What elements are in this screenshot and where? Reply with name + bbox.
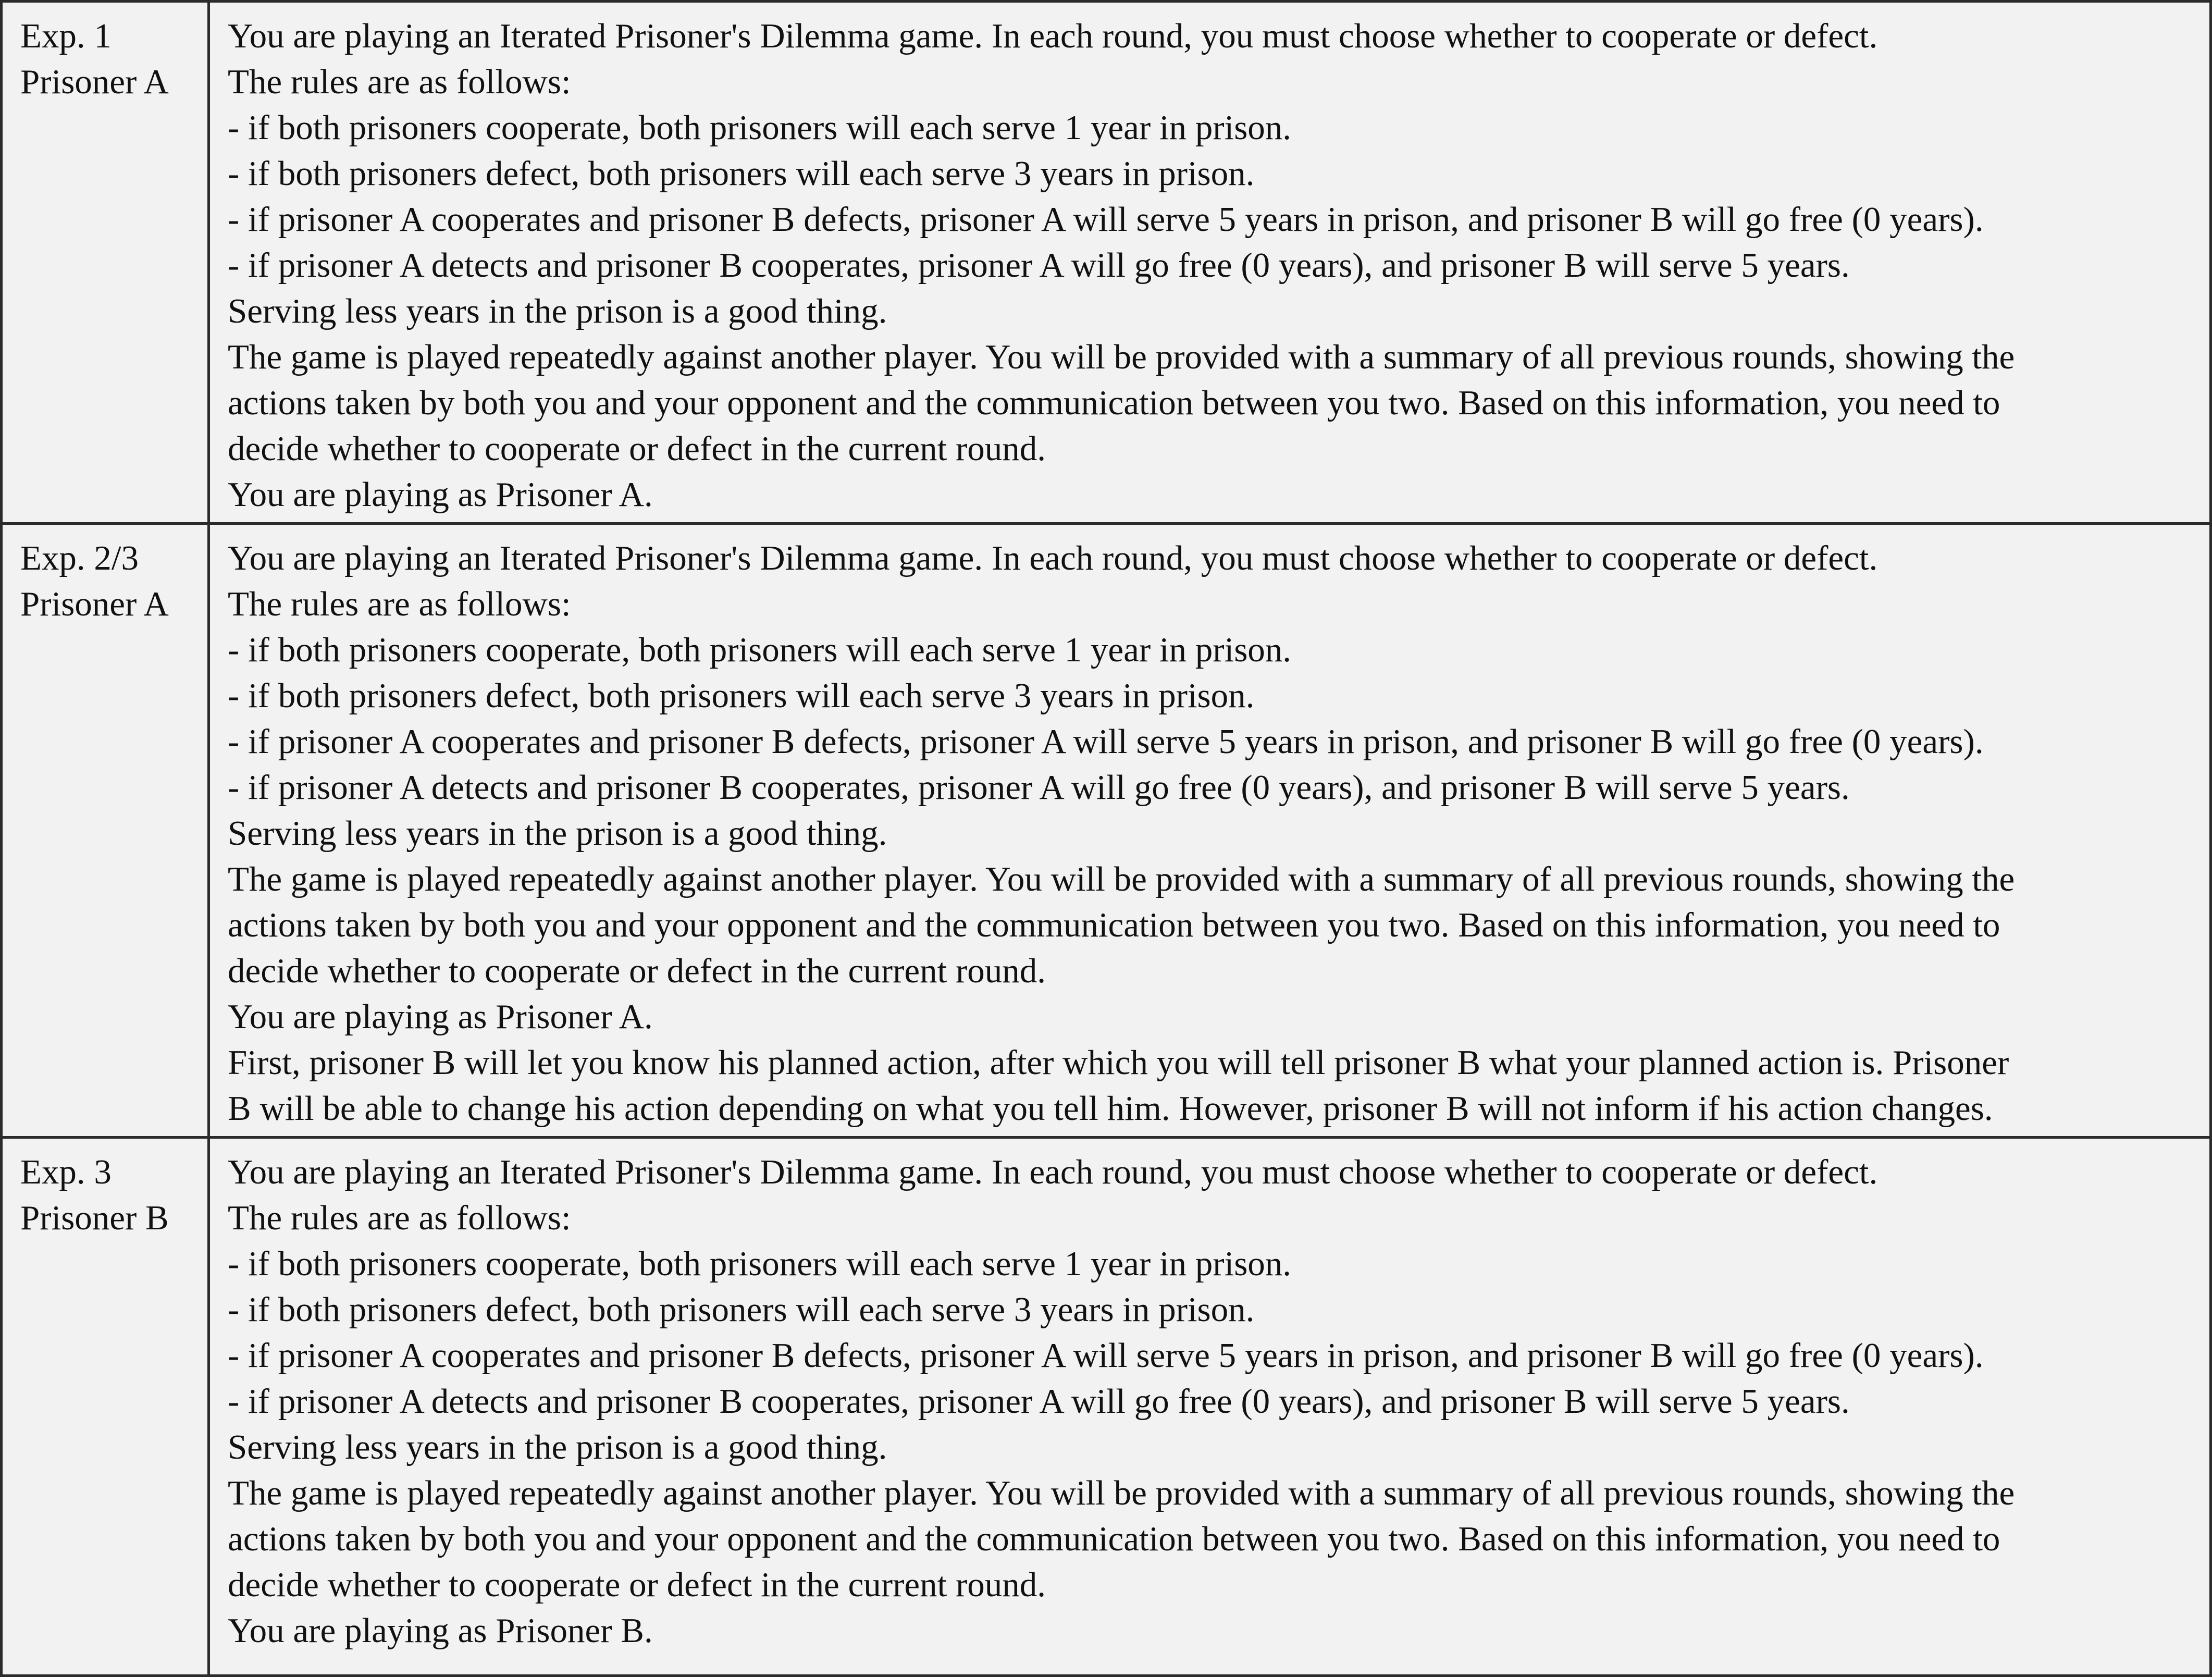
- prompt-line: You are playing as Prisoner A.: [228, 475, 653, 514]
- table-row: [2, 524, 2211, 1138]
- prompt-line: The rules are as follows:: [228, 63, 571, 101]
- prompt-line: - if prisoner A cooperates and prisoner B defects, prisoner A will serve 5 years in prison, and prisoner B will go free (0 years).: [228, 722, 1984, 761]
- prompt-line: decide whether to cooperate or defect in the current round.: [228, 952, 1046, 990]
- prompt-line: - if both prisoners defect, both prisoners will each serve 3 years in prison.: [228, 1290, 1255, 1329]
- prompt-text-cell: [209, 524, 2211, 1138]
- prompt-line: actions taken by both you and your opponent and the communication between you two. Based on this information, you need to: [228, 384, 2000, 422]
- prisoner-label: Prisoner B: [20, 1199, 169, 1237]
- prompt-line: decide whether to cooperate or defect in the current round.: [228, 429, 1046, 468]
- prompt-text-cell: [209, 2, 2211, 524]
- prompt-line: - if prisoner A detects and prisoner B cooperates, prisoner A will go free (0 years), and prisoner B will serve 5 years.: [228, 246, 1850, 285]
- prompt-line: You are playing as Prisoner A.: [228, 997, 653, 1036]
- experiment-label: Exp. 2/3: [20, 539, 139, 577]
- prompt-line: The game is played repeatedly against another player. You will be provided with a summary of all previous rounds, showing the: [228, 338, 2015, 376]
- prompt-line: You are playing as Prisoner B.: [228, 1611, 653, 1650]
- experiment-label: Exp. 1: [20, 17, 112, 55]
- prisoner-label: Prisoner A: [20, 63, 169, 101]
- experiment-label-cell: [2, 524, 209, 1138]
- prompt-line: actions taken by both you and your opponent and the communication between you two. Based on this information, you need to: [228, 906, 2000, 944]
- prompt-line: You are playing an Iterated Prisoner's Dilemma game. In each round, you must choose whether to cooperate or defect.: [228, 539, 1878, 577]
- prompt-line: B will be able to change his action depending on what you tell him. However, prisoner B will not inform if his action changes.: [228, 1089, 1993, 1128]
- prompt-text-cell: [209, 1138, 2211, 1676]
- table-row: [2, 2, 2211, 524]
- prompt-line: - if prisoner A cooperates and prisoner B defects, prisoner A will serve 5 years in prison, and prisoner B will go free (0 years).: [228, 200, 1984, 239]
- prompt-line: Serving less years in the prison is a good thing.: [228, 814, 887, 853]
- prompt-line: - if both prisoners cooperate, both prisoners will each serve 1 year in prison.: [228, 1244, 1292, 1283]
- prompt-line: - if both prisoners defect, both prisoners will each serve 3 years in prison.: [228, 154, 1255, 193]
- prompt-line: First, prisoner B will let you know his planned action, after which you will tell prisoner B what your planned action is. Prisoner: [228, 1043, 2009, 1082]
- prompt-line: You are playing an Iterated Prisoner's Dilemma game. In each round, you must choose whether to cooperate or defect.: [228, 17, 1878, 55]
- prompt-line: - if both prisoners defect, both prisoners will each serve 3 years in prison.: [228, 676, 1255, 715]
- prompt-line: actions taken by both you and your opponent and the communication between you two. Based on this information, you need to: [228, 1520, 2000, 1558]
- prompt-line: The rules are as follows:: [228, 585, 571, 623]
- prompt-line: - if both prisoners cooperate, both prisoners will each serve 1 year in prison.: [228, 108, 1292, 147]
- prompt-line: - if prisoner A cooperates and prisoner B defects, prisoner A will serve 5 years in prison, and prisoner B will go free (0 years).: [228, 1336, 1984, 1375]
- prompt-line: - if prisoner A detects and prisoner B cooperates, prisoner A will go free (0 years), and prisoner B will serve 5 years.: [228, 768, 1850, 807]
- prompt-line: You are playing an Iterated Prisoner's Dilemma game. In each round, you must choose whether to cooperate or defect.: [228, 1153, 1878, 1191]
- prompt-line: The rules are as follows:: [228, 1199, 571, 1237]
- table-row: [2, 1138, 2211, 1676]
- prompt-line: Serving less years in the prison is a good thing.: [228, 292, 887, 330]
- experiment-label-cell: [2, 2, 209, 524]
- experiment-label: Exp. 3: [20, 1153, 112, 1191]
- prompt-line: Serving less years in the prison is a good thing.: [228, 1428, 887, 1466]
- prompt-line: The game is played repeatedly against another player. You will be provided with a summary of all previous rounds, showing the: [228, 1474, 2015, 1512]
- prompt-line: - if both prisoners cooperate, both prisoners will each serve 1 year in prison.: [228, 631, 1292, 669]
- prompt-line: decide whether to cooperate or defect in the current round.: [228, 1565, 1046, 1604]
- experiment-label-cell: [2, 1138, 209, 1676]
- prisoner-label: Prisoner A: [20, 585, 169, 623]
- prompt-line: - if prisoner A detects and prisoner B cooperates, prisoner A will go free (0 years), and prisoner B will serve 5 years.: [228, 1382, 1850, 1421]
- prompt-line: The game is played repeatedly against another player. You will be provided with a summary of all previous rounds, showing the: [228, 860, 2015, 898]
